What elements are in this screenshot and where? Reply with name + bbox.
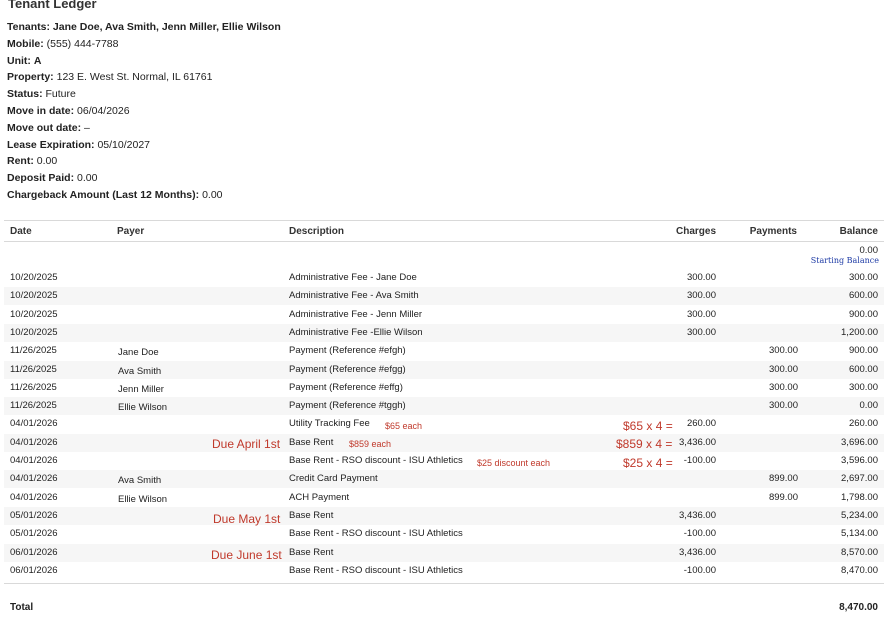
info-value: 0.00 [36,155,58,168]
row-payments: 899.00 [768,473,798,485]
row-balance: 3,696.00 [841,436,878,448]
row-payer: Ava Smith [118,475,162,487]
row-date: 04/01/2026 [10,418,58,430]
row-charges: 3,436.00 [679,546,716,558]
col-header-payments: Payments [749,226,797,237]
row-charges: 300.00 [686,272,716,283]
row-description: Payment (Reference #tggh) [289,400,406,412]
row-date: 04/01/2026 [10,491,58,503]
info-line [7,38,118,50]
row-balance: 600.00 [848,363,878,375]
starting-balance-label: Starting Balance [810,256,879,265]
row-description: Administrative Fee -Ellie Wilson [289,326,423,338]
row-description: Administrative Fee - Ava Smith [289,290,419,302]
row-date: 11/26/2025 [10,363,57,375]
row-balance: 2,697.00 [841,473,878,485]
info-label: Move out date: [7,121,82,134]
row-stripe [4,544,884,562]
row-charges: -100.00 [683,564,716,576]
info-label: Deposit Paid: [7,172,75,185]
row-payments: 300.00 [768,381,798,393]
info-line [7,122,90,134]
row-payments: 300.00 [768,363,798,375]
info-value: – [84,121,90,134]
row-date: 06/01/2026 [10,564,58,576]
row-payer: Ellie Wilson [118,493,168,505]
info-label: Rent: [7,155,34,168]
info-line [7,189,223,201]
row-charges: 260.00 [686,418,716,430]
row-description: Payment (Reference #efgh) [289,345,406,357]
info-line [7,155,57,167]
total-label: Total [10,602,34,613]
row-description: Credit Card Payment [289,473,378,485]
info-label: Chargeback Amount (Last 12 Months): [7,189,200,201]
info-label: Status: [7,88,43,101]
table-bottom-divider [4,583,884,584]
row-date: 11/26/2025 [10,345,57,357]
row-date: 06/01/2026 [10,546,58,558]
info-value: A [33,54,42,67]
row-payer: Jenn Miller [118,383,164,395]
row-stripe [4,324,884,342]
row-description: Base Rent [289,436,334,448]
info-line [7,139,150,151]
info-label: Tenants: [7,21,50,33]
info-line [7,71,212,83]
row-date: 05/01/2026 [10,528,58,540]
row-charges: 3,436.00 [679,436,716,448]
row-stripe [4,507,884,525]
row-date: 04/01/2026 [10,473,58,485]
row-stripe [4,287,884,305]
row-date: 04/01/2026 [10,436,58,448]
row-description: Base Rent - RSO discount - ISU Athletics [289,455,463,466]
row-description: Administrative Fee - Jane Doe [289,272,417,283]
row-charges: 3,436.00 [679,509,716,521]
annotation-discount-each: $25 discount each [477,458,551,468]
col-header-date: Date [10,226,32,237]
row-balance: 900.00 [848,308,878,320]
info-value: Future [45,88,76,101]
col-header-payer: Payer [117,226,145,237]
row-balance: 5,234.00 [841,509,878,521]
row-payer: Ellie Wilson [118,402,168,414]
header-top-divider [4,220,884,221]
row-description: Administrative Fee - Jenn Miller [289,308,423,320]
row-description: Base Rent - RSO discount - ISU Athletics [289,528,463,540]
row-date: 11/26/2025 [10,400,57,412]
row-date: 04/01/2026 [10,455,58,466]
row-date: 11/26/2025 [10,381,57,393]
starting-balance-value: 0.00 [859,245,878,256]
row-charges: -100.00 [683,455,716,466]
row-description: Base Rent - RSO discount - ISU Athletics [289,564,463,576]
col-header-balance: Balance [839,226,878,237]
header-bottom-divider [4,241,884,242]
row-date: 10/20/2025 [10,272,58,283]
row-balance: 600.00 [848,290,878,302]
row-charges: 300.00 [686,326,716,338]
info-line [7,172,97,184]
page-title: Tenant Ledger [8,0,97,11]
row-date: 10/20/2025 [10,290,58,302]
row-balance: 1,798.00 [841,491,878,503]
col-header-charges: Charges [675,226,716,237]
row-balance: 8,470.00 [841,564,878,576]
info-label: Property: [7,71,54,84]
row-payer: Jane Doe [118,347,159,359]
annotation-rent-each: $859 each [349,439,392,449]
row-balance: 300.00 [848,272,878,283]
info-value: (555) 444-7788 [46,37,119,50]
row-balance: 300.00 [848,381,878,393]
info-line [7,21,281,33]
row-balance: 3,596.00 [841,455,878,466]
annotation-rent-calc: $859 x 4 = [616,437,673,451]
annotation-due-may: Due May 1st [213,512,281,526]
info-value: Jane Doe, Ava Smith, Jenn Miller, Ellie Wilson [52,21,281,33]
col-header-description: Description [289,226,345,237]
row-description: Base Rent [289,546,334,558]
info-value: 0.00 [202,189,223,201]
info-line [7,55,41,67]
row-payments: 300.00 [768,345,798,357]
row-payments: 300.00 [768,400,798,412]
row-balance: 0.00 [859,400,878,412]
info-label: Mobile: [7,37,44,50]
row-balance: 1,200.00 [841,326,878,338]
row-balance: 5,134.00 [841,528,878,540]
info-value: 123 E. West St. Normal, IL 61761 [56,71,213,84]
info-line [7,105,130,117]
row-description: Payment (Reference #efgg) [289,363,406,375]
annotation-due-april: Due April 1st [212,437,281,451]
total-balance: 8,470.00 [839,602,878,613]
row-charges: 300.00 [686,308,716,320]
row-payments: 899.00 [768,491,798,503]
row-date: 10/20/2025 [10,326,58,338]
row-description: ACH Payment [289,491,350,503]
annotation-utility-each: $65 each [385,421,423,431]
row-date: 05/01/2026 [10,509,58,521]
row-charges: -100.00 [683,528,716,540]
row-stripe [4,434,884,452]
info-value: 06/04/2026 [77,105,130,117]
annotation-due-june: Due June 1st [211,548,282,562]
row-charges: 300.00 [686,290,716,302]
row-date: 10/20/2025 [10,308,58,320]
annotation-discount-calc: $25 x 4 = [623,456,673,470]
info-label: Unit: [7,54,31,67]
row-payer: Ava Smith [118,365,162,377]
info-value: 0.00 [77,172,98,185]
annotation-utility-calc: $65 x 4 = [623,419,673,433]
row-balance: 8,570.00 [841,546,878,558]
info-label: Lease Expiration: [7,138,95,151]
info-value: 05/10/2027 [97,138,151,151]
row-description: Utility Tracking Fee [289,418,370,430]
row-description: Payment (Reference #effg) [289,381,403,393]
info-label: Move in date: [7,105,75,117]
info-line [7,88,76,100]
row-balance: 900.00 [848,345,878,357]
row-description: Base Rent [289,509,334,521]
row-balance: 260.00 [848,418,878,430]
